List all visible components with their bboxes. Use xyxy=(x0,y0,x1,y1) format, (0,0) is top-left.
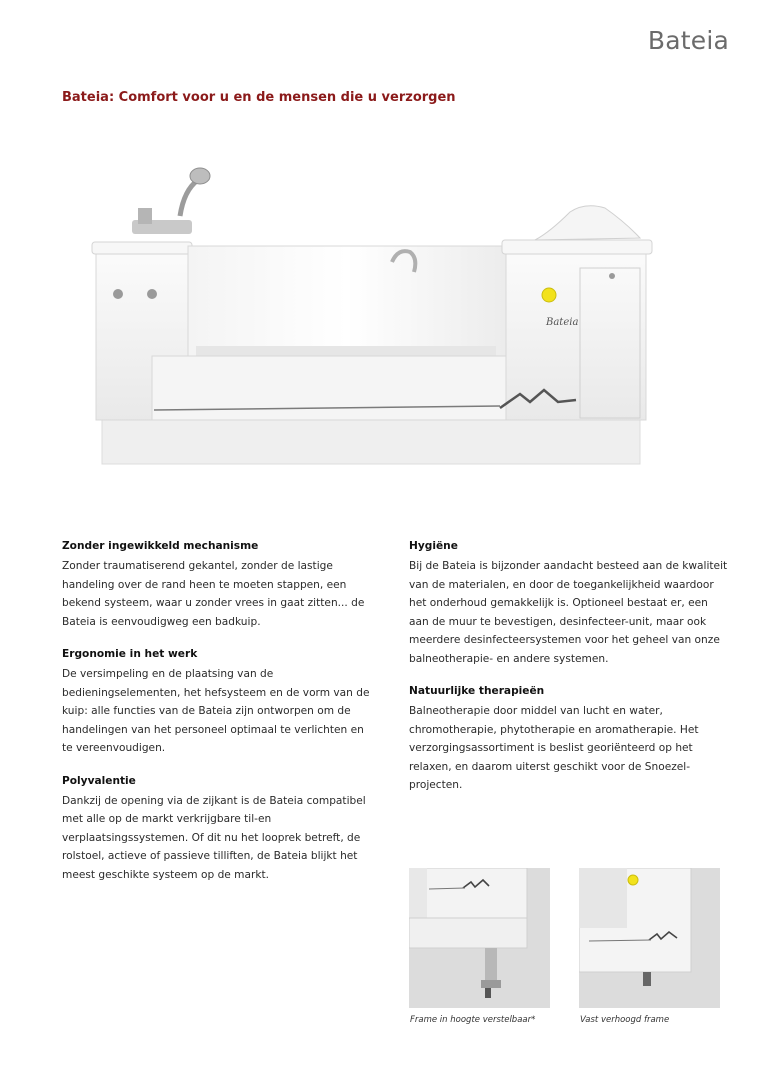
section-polyvalence xyxy=(62,773,372,885)
photo-caption: Vast verhoogd frame xyxy=(580,1015,670,1025)
section-mechanism xyxy=(62,538,372,631)
tub-logo: Bateia xyxy=(546,317,579,328)
right-column xyxy=(409,538,729,810)
section-heading: Polyvalentie xyxy=(62,774,136,787)
section-body: Zonder traumatiserend gekantel, zonder de lastige handeling over de rand heen te moeten stappen, een bekend systeem, waar u zonder vrees in gaat zitten... de Bateia is eenvoudigweg een badkuip. xyxy=(62,560,365,628)
section-heading: Hygiëne xyxy=(409,540,458,552)
photo-caption: Frame in hoogte verstelbaar* xyxy=(410,1015,536,1025)
section-body: Bij de Bateia is bijzonder aandacht besteed aan de kwaliteit van de materialen, en door de toegankelijkheid waardoor het onderhoud gemakkelijk is. Optioneel bestaat er, een aan de muur te bevestigen, desinfecteer-unit, maar ook meerdere desinfecteersystemen voor het geheel van onze balneotherapie- en andere systemen. xyxy=(409,560,728,665)
bathtub-hero-image xyxy=(80,150,680,480)
section-ergonomics xyxy=(62,646,372,758)
section-therapies xyxy=(409,683,729,795)
left-column xyxy=(62,538,372,899)
section-heading: Natuurlijke therapieën xyxy=(409,685,545,697)
section-hygiene xyxy=(409,538,729,668)
page-headline: Bateia: Comfort voor u en de mensen die u verzorgen xyxy=(62,90,456,105)
section-heading: Ergonomie in het werk xyxy=(62,648,198,660)
adjustable-frame-photo xyxy=(409,868,550,1008)
section-body: Dankzij de opening via de zijkant is de Bateia compatibel met alle op de markt verkrijgbare til-en verplaatsingssystemen. Of dit nu het looprek betreft, de rolstoel, actieve of passieve tilliften, de Bateia blijkt het meest geschikte systeem op de markt. xyxy=(62,794,366,881)
fixed-frame-photo xyxy=(579,868,720,1008)
section-body: Balneotherapie door middel van lucht en water, chromotherapie, phytotherapie en aromatherapie. Het verzorgingsassortiment is beslist georiënteerd op het relaxen, en daarom uiterst geschikt voor de Snoezel-projecten. xyxy=(409,705,699,791)
section-body: De versimpeling en de plaatsing van de bedieningselementen, het hefsysteem en de vorm van de kuip: alle functies van de Bateia zijn ontworpen om de handelingen van het personeel optimaal te verlichten en te vereenvoudigen. xyxy=(62,668,370,754)
brand-title: Bateia xyxy=(647,26,729,55)
section-heading: Zonder ingewikkeld mechanisme xyxy=(62,540,259,552)
